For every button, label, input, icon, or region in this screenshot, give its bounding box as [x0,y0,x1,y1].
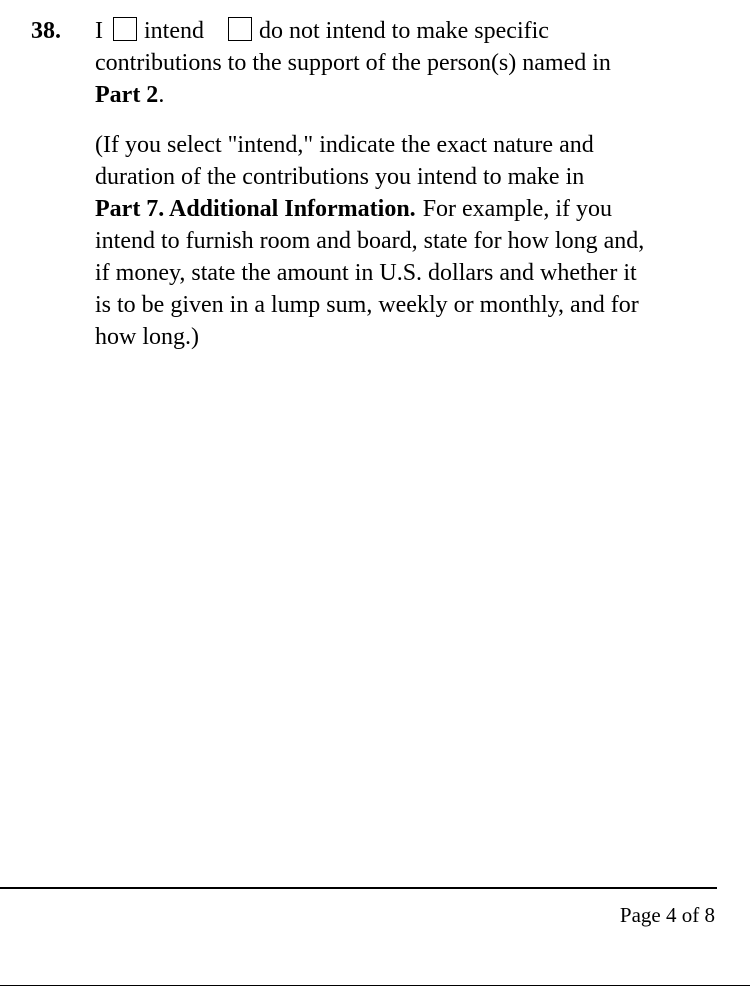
question-subject: I [95,18,103,44]
instructions-line-6: is to be given in a lump sum, weekly or monthly, and for [95,292,639,318]
part-2-reference: Part 2 [95,82,159,108]
question-line-1 [95,15,715,47]
instructions-line-1: (If you select "intend," indicate the exact nature and [95,132,594,158]
instructions-paragraph [95,129,715,353]
do-not-intend-label: do not intend to make specific [259,18,549,44]
page-number: Page 4 of 8 [619,903,715,927]
do-not-intend-checkbox[interactable] [228,17,252,41]
instructions-line-5: if money, state the amount in U.S. dollars and whether it [95,260,637,286]
instructions-line-3 [95,193,715,225]
intend-checkbox[interactable] [113,17,137,41]
instructions-line-7: how long.) [95,324,199,350]
part-2-period: . [158,82,165,108]
instructions-line-4: intend to furnish room and board, state for how long and, [95,228,645,254]
page-bottom-edge [0,985,750,986]
part-7-reference: Part 7. Additional Information. [95,196,416,222]
question-line-3 [95,79,715,111]
intend-label: intend [144,18,204,44]
instructions-line-2: duration of the contributions you intend to make in [95,164,585,190]
footer-divider [0,887,717,889]
question-line-2: contributions to the support of the person(s) named in [95,50,611,76]
instructions-line-3-rest: For example, if you [422,196,612,222]
question-body [95,15,715,353]
question-number: 38. [31,18,61,44]
